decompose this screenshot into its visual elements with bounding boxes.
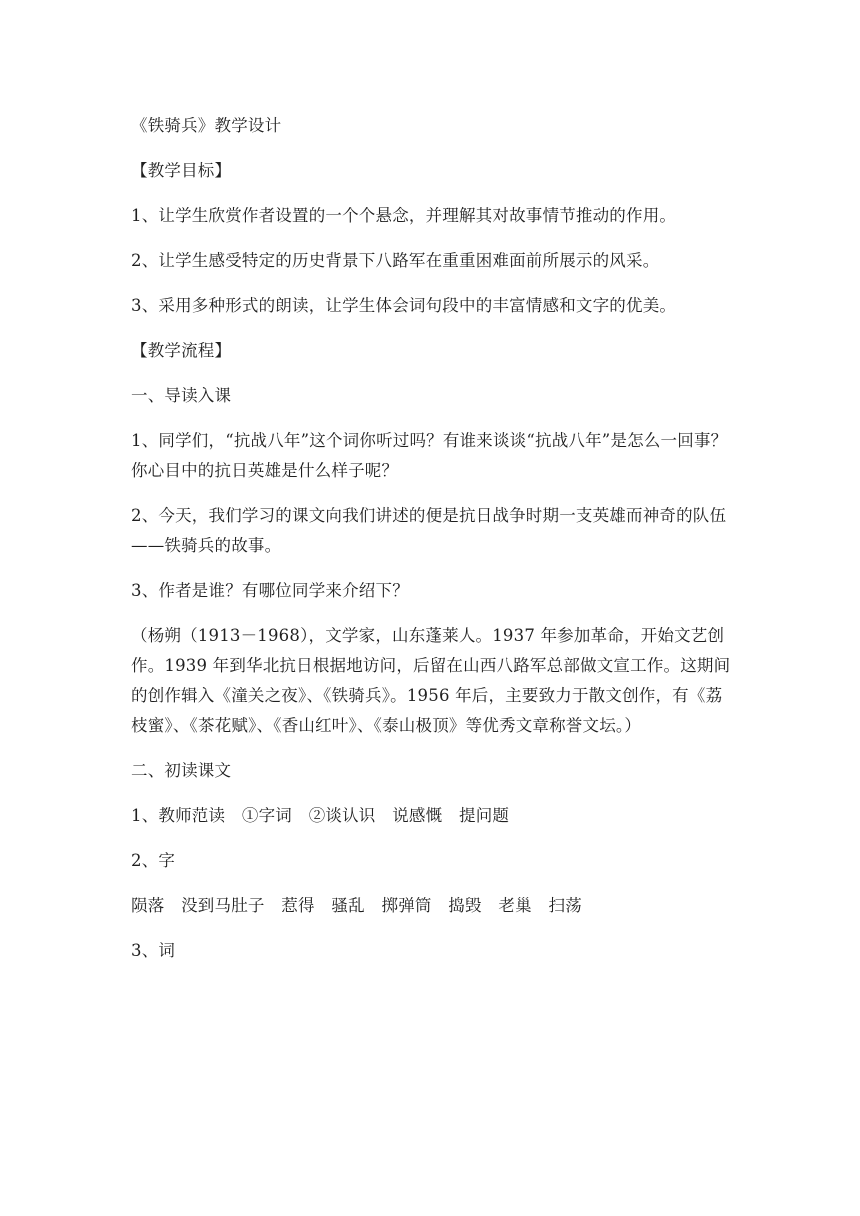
part-2-heading: 二、初读课文 (131, 761, 232, 780)
document-title: 《铁骑兵》教学设计 (131, 116, 282, 135)
author-introduction-paragraph: （杨朔（1913－1968），文学家，山东蓬莱人。1937 年参加革命，开始文艺创作。1939 年到华北抗日根据地访问，后留在山西八路军总部做文宣工作。这期间的创作辑入《潼关之夜》、《铁骑兵》。1956 年后，主要致力于散文创作，有《荔枝蜜》、《茶花赋》、《香山红叶》、《泰山极顶》等优秀文章称誉文坛。） (131, 626, 731, 735)
reading-step-1: 1、教师范读 ①字词 ②谈认识 说感慨 提问题 (131, 806, 510, 825)
section-heading-goals: 【教学目标】 (131, 161, 232, 180)
step-2-paragraph: 2、今天，我们学习的课文向我们讲述的便是抗日战争时期一支英雄而神奇的队伍——铁骑兵的故事。 (131, 506, 727, 555)
reading-step-2: 2、字 (131, 851, 176, 870)
document-body (131, 111, 731, 981)
step-1-paragraph: 1、同学们，“抗战八年”这个词你听过吗？有谁来谈谈“抗战八年”是怎么一回事？你心目中的抗日英雄是什么样子呢？ (131, 431, 728, 480)
step-3-paragraph: 3、作者是谁？有哪位同学来介绍下？ (131, 581, 409, 600)
section-heading-process: 【教学流程】 (131, 341, 232, 360)
part-1-heading: 一、导读入课 (131, 386, 232, 405)
goal-item-1: 1、让学生欣赏作者设置的一个个悬念，并理解其对故事情节推动的作用。 (131, 206, 677, 225)
character-list: 陨落 没到马肚子 惹得 骚乱 掷弹筒 捣毁 老巢 扫荡 (131, 896, 582, 915)
reading-step-3: 3、词 (131, 941, 176, 960)
goal-item-2: 2、让学生感受特定的历史背景下八路军在重重困难面前所展示的风采。 (131, 251, 660, 270)
goal-item-3: 3、采用多种形式的朗读，让学生体会词句段中的丰富情感和文字的优美。 (131, 296, 677, 315)
